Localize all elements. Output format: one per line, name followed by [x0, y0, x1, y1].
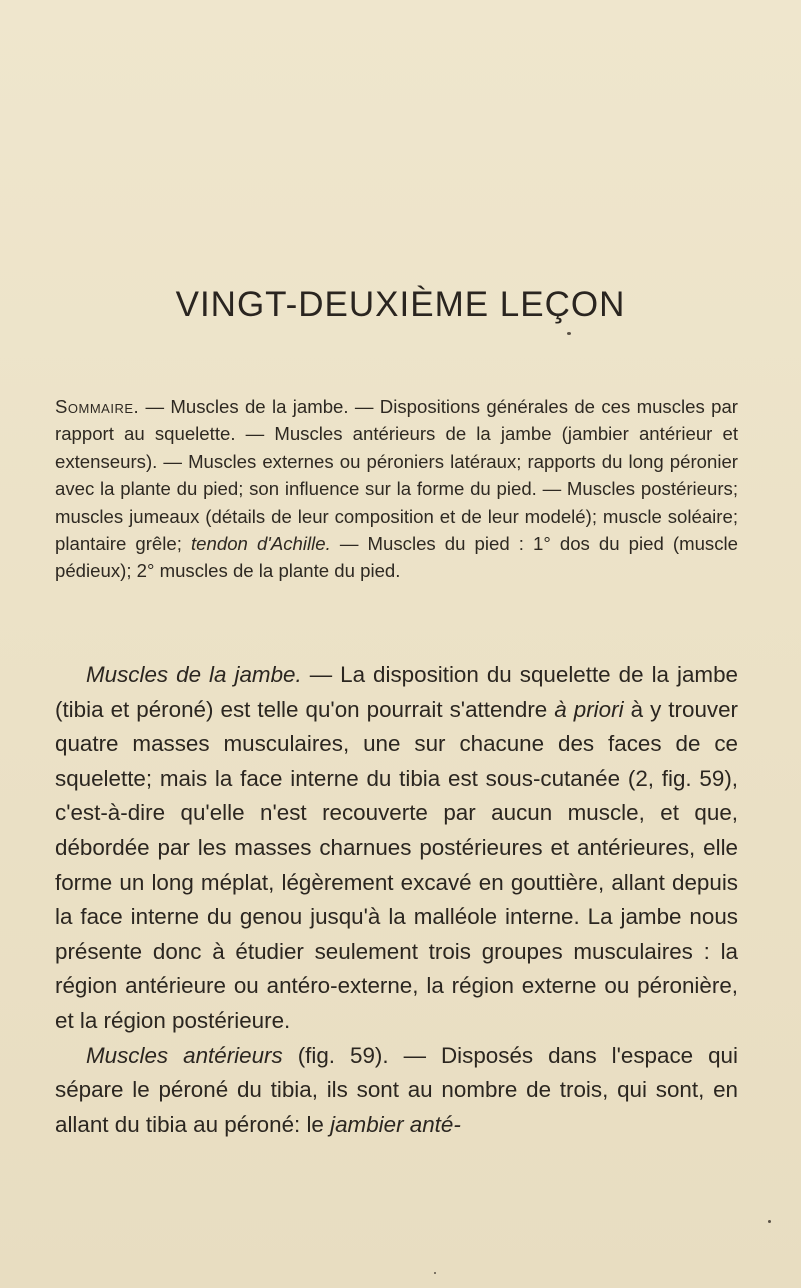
paper-speck: [567, 332, 571, 335]
paragraph-text: — La disposition du squelette de la jambe (tibia et péroné) est telle qu'on pourrait s'attendre: [55, 662, 738, 722]
paper-speck: [434, 1272, 436, 1274]
italic-jambier-anterieur: jambier anté-: [330, 1111, 461, 1137]
chapter-title: VINGT-DEUXIÈME LEÇON: [175, 285, 626, 324]
summary-italic-term: tendon d'Achille.: [191, 533, 331, 555]
paragraph-text: (fig. 59). — Disposés dans l'espace qui sépare le péroné du tibia, ils sont au nombre de trois, qui sont, en allant du tibia au péroné: le: [55, 1042, 738, 1137]
section-heading-muscles-jambe: Muscles de la jambe.: [86, 662, 302, 687]
paragraph-text-cont: à y trouver quatre masses musculaires, une sur chacune des faces de ce squelette; mais la face interne du tibia est sous-cutanée (2, fig. 59), c'est-à-dire qu'elle n'est recouverte par aucun muscle, et que, débordée par les masses charnues postérieures et antérieures, elle forme un long méplat, légèrement excavé en gouttière, allant depuis la face interne du genou jusqu'à la malléole interne. La jambe nous présente donc à étudier seulement trois groupes musculaires : la région antérieure ou antéro-externe, la région externe ou péronière, et la région postérieure.: [55, 696, 738, 1033]
body-text: [55, 658, 738, 1142]
paragraph-muscles-anterieurs: [55, 1039, 738, 1143]
italic-a-priori: à priori: [554, 696, 624, 722]
section-heading-muscles-anterieurs: Muscles antérieurs: [86, 1042, 283, 1068]
summary-text-end: — Muscles du pied : 1° dos du pied (muscle pédieux); 2° muscles de la plante du pied.: [55, 533, 738, 582]
summary-lead: Sommaire.: [55, 396, 140, 417]
paper-speck: [768, 1220, 771, 1223]
summary-text: — Muscles de la jambe. — Dispositions générales de ces muscles par rapport au squelette. — Muscles antérieurs de la jambe (jambier antérieur et extenseurs). — Muscles externes ou péroniers latéraux; rapports du long péronier avec la plante du pied; son influence sur la forme du pied. — Muscles postérieurs; muscles jumeaux (détails de leur composition et de leur modelé); muscle soléaire; plantaire grêle;: [55, 396, 738, 555]
chapter-summary: [55, 393, 738, 585]
paragraph-muscles-jambe: [55, 658, 738, 1039]
